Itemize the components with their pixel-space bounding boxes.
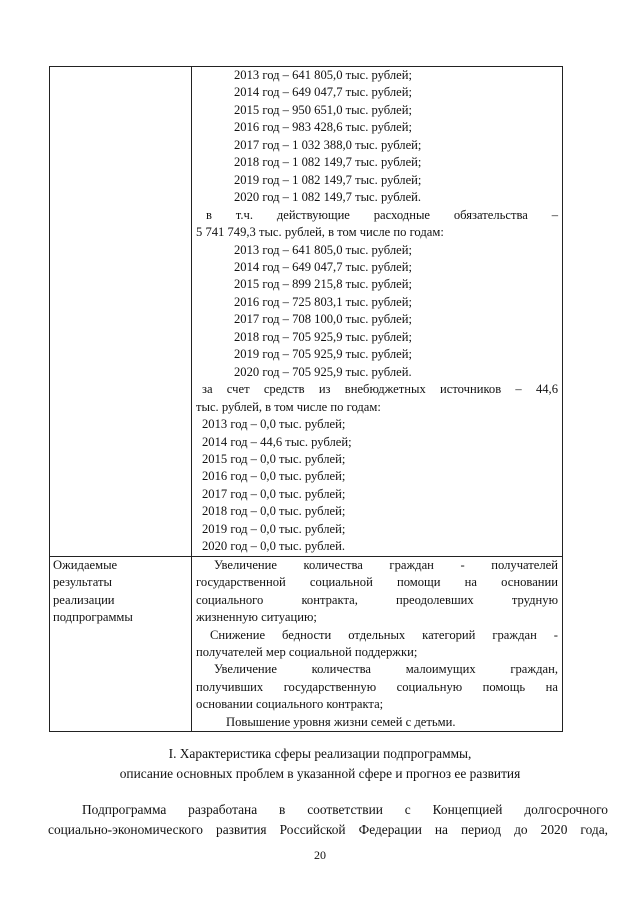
funding-values-cell: [192, 67, 563, 557]
results-label-line: реализации: [53, 592, 115, 607]
funding-year-line: 2017 год – 0,0 тыс. рублей;: [202, 486, 346, 501]
results-row: [50, 556, 563, 732]
results-label-cell: [50, 556, 192, 732]
results-label-line: Ожидаемые: [53, 557, 118, 572]
funding-year-line: 2018 год – 0,0 тыс. рублей;: [202, 504, 346, 519]
extrabudget-intro-line2: тыс. рублей, в том числе по годам:: [196, 399, 381, 414]
funding-year-line: 2014 год – 649 047,7 тыс. рублей;: [234, 85, 412, 100]
funding-year-line: 2015 год – 0,0 тыс. рублей;: [202, 451, 346, 466]
funding-year-line: 2017 год – 708 100,0 тыс. рублей;: [234, 312, 412, 327]
subprogram-passport-table: [49, 66, 563, 732]
results-values-cell: [192, 556, 563, 732]
result-1-line1: Увеличение количества граждан - получателей: [214, 557, 558, 572]
funding-year-line: 2013 год – 641 805,0 тыс. рублей;: [234, 242, 412, 257]
result-1-line3: социального контракта, преодолевших трудную: [196, 592, 558, 607]
funding-year-line: 2017 год – 1 032 388,0 тыс. рублей;: [234, 137, 422, 152]
funding-row: [50, 67, 563, 557]
funding-year-line: 2015 год – 899 215,8 тыс. рублей;: [234, 277, 412, 292]
funding-year-line: 2014 год – 649 047,7 тыс. рублей;: [234, 259, 412, 274]
result-1-line4: жизненную ситуацию;: [196, 610, 317, 625]
funding-label-cell: [50, 67, 192, 557]
funding-year-line: 2013 год – 0,0 тыс. рублей;: [202, 417, 346, 432]
result-3-line2: получивших государственную социальную помощь на: [196, 679, 558, 694]
result-2-line1: Снижение бедности отдельных категорий граждан -: [210, 627, 558, 642]
funding-year-line: 2018 год – 1 082 149,7 тыс. рублей;: [234, 155, 422, 170]
body-paragraph-line1: Подпрограмма разработана в соответствии с Концепцией долгосрочного: [82, 802, 608, 817]
funding-year-line: 2016 год – 0,0 тыс. рублей;: [202, 469, 346, 484]
funding-year-line: 2016 год – 725 803,1 тыс. рублей;: [234, 294, 412, 309]
funding-year-line: 2015 год – 950 651,0 тыс. рублей;: [234, 102, 412, 117]
page-number: 20: [314, 848, 326, 862]
results-label-line: подпрограммы: [53, 610, 133, 625]
result-4-line1: Повышение уровня жизни семей с детьми.: [226, 714, 456, 729]
funding-year-line: 2019 год – 0,0 тыс. рублей;: [202, 521, 346, 536]
funding-year-line: 2014 год – 44,6 тыс. рублей;: [202, 434, 352, 449]
funding-year-line: 2020 год – 0,0 тыс. рублей.: [202, 539, 345, 554]
funding-year-line: 2018 год – 705 925,9 тыс. рублей;: [234, 329, 412, 344]
section-heading-line2: описание основных проблем в указанной сфере и прогноз ее развития: [119, 766, 521, 781]
result-3-line1: Увеличение количества малоимущих граждан,: [214, 662, 558, 677]
body-paragraph-line2: социально-экономического развития Российской Федерации на период до 2020 года,: [48, 822, 608, 837]
funding-year-line: 2019 год – 705 925,9 тыс. рублей;: [234, 347, 412, 362]
extrabudget-intro-line1: за счет средств из внебюджетных источников – 44,6: [202, 382, 558, 397]
result-1-line2: государственной социальной помощи на основании: [196, 575, 558, 590]
funding-total-list: [196, 67, 558, 207]
funding-year-line: 2016 год – 983 428,6 тыс. рублей;: [234, 120, 412, 135]
result-3-line3: основании социального контракта;: [196, 697, 384, 712]
obligations-intro-line2: 5 741 749,3 тыс. рублей, в том числе по годам:: [196, 225, 444, 240]
funding-year-line: 2013 год – 641 805,0 тыс. рублей;: [234, 68, 412, 82]
funding-extrabudget-list: [196, 416, 558, 556]
funding-obligations-list: [196, 242, 558, 382]
result-2-line2: получателей мер социальной поддержки;: [196, 644, 418, 659]
results-label-line: результаты: [53, 575, 112, 590]
funding-year-line: 2019 год – 1 082 149,7 тыс. рублей;: [234, 172, 422, 187]
obligations-intro-line1: в т.ч. действующие расходные обязательства –: [206, 207, 558, 222]
section-heading-line1: I. Характеристика сферы реализации подпрограммы,: [168, 746, 472, 761]
funding-year-line: 2020 год – 1 082 149,7 тыс. рублей.: [234, 190, 422, 205]
funding-year-line: 2020 год – 705 925,9 тыс. рублей.: [234, 364, 412, 379]
